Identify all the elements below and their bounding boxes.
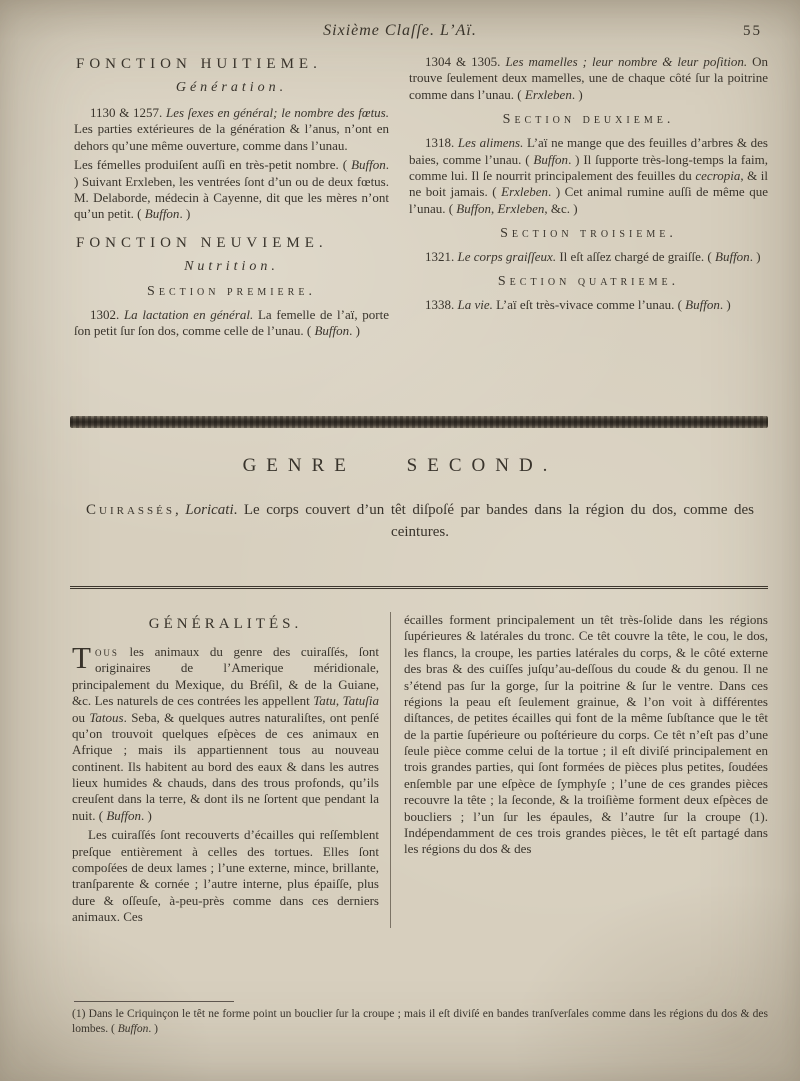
paragraph-tous-les-animaux	[72, 640, 380, 824]
section-troisieme-label: Section troisieme.	[500, 226, 677, 241]
paragraph-la-vie: 1338. La vie. L’aï eſt très-vivace comme l’unau. ( Buffon. )	[425, 297, 731, 313]
thin-divider-rule	[70, 586, 768, 590]
paragraph-mamelles: 1304 & 1305. Les mamelles ; leur nombre & leur poſition. On trouve ſeulement deux mamelles, une de chaque côté ſur la poitrine comme dans l’unau. ( Erxleben. )	[409, 54, 768, 102]
running-title: Sixième Claſſe. L’Aï.	[323, 22, 477, 39]
fonction-neuvieme-heading: FONCTION NEUVIEME.	[76, 234, 328, 251]
paragraph-alimens: 1318. Les alimens. L’aï ne mange que des feuilles d’arbres & des baies, comme l’unau. ( Buffon. ) Il ſupporte très-long-temps la faim, comme lui. Il ſe nourrit principalement des feuilles du cecropia, & il ne boit jamais. ( Erxleben. ) Cet animal rumine auſſi de même que l’unau. ( Buffon, Erxleben, &c. )	[409, 135, 769, 216]
paragraph-corps-graisseux: 1321. Le corps graiſſeux. Il eſt aſſez chargé de graiſſe. ( Buffon. )	[425, 249, 761, 264]
top-section	[74, 54, 768, 342]
bottom-left-column	[72, 612, 390, 928]
fonction-huitieme-heading: FONCTION HUITIEME.	[76, 56, 322, 72]
generalites-heading: GÉNÉRALITÉS.	[148, 616, 303, 632]
footnote-rule	[74, 1001, 234, 1002]
section-premiere-label: Section premiere.	[147, 283, 316, 299]
nutrition-subheading: Nutrition.	[184, 258, 279, 274]
paragraph-sexes: 1130 & 1257. Les ſexes en général; le nombre des fœtus. Les parties extérieures de la génération & l’anus, n’ont en dehors qu’une même ouverture, comme dans l’unau.	[74, 105, 389, 153]
page-number: 55	[743, 23, 762, 39]
bottom-right-column	[390, 612, 768, 928]
paragraph-ecailles-tortues: Les cuiraſſés ſont recouverts d’écailles qui reſſemblent preſque entièrement à celles des tortues. Elles ſont compoſées de deux lames ; l’une externe, mince, brillante, tranſparente & cornée ; l’autre interne, plus épaiſſe, plus dure & oſſeuſe, à-peu-près comme dans ces derniers animaux. Ces	[72, 827, 379, 924]
generation-subheading: Génération.	[175, 80, 288, 95]
genre-intro-paragraph: Cuirassés, Loricati. Le corps couvert d’un têt diſpoſé par bandes dans la région du dos, comme des ceintures.	[86, 502, 755, 540]
paragraph-tet-solide: écailles forment principalement un têt très-ſolide dans les régions ſupérieures & latérales du tronc. Ce têt couvre la tête, le cou, le dos, les flancs, la croupe, les parties latérales du corps, & le côté externe des bras & des cuiſſes juſqu’au-deſſous du coude & du genou. Il ne s’étend pas ſur la gorge, ſur la poitrine & ſur le ventre. Dans ces régions la peau eſt ſeulement grainue, & l’on voit à différentes diſtances, de petites écailles qui font de la même ſubſtance que le têt de la partie ſupérieure ou poſtérieure du corps. Ce têt n’eſt pas d’une ſeule pièce comme celui de la tortue ; il eſt diviſé principalement en trois grandes parties, qui ſont formées de pièces plus petites, ſoudées enſemble par une eſpèce de ſymphyſe ; l’une de ces grandes pièces recouvre la tête ; la ſeconde, & la troiſième forment deux eſpèces de boucliers ; l’un ſur les épaules, & l’autre ſur la croupe (1). Indépendamment de ces trois grandes pièces, le têt eſt partagé dans les régions du dos & des	[404, 612, 768, 857]
footnote-text: (1) Dans le Criquinçon le têt ne forme point un bouclier ſur la croupe ; mais il eſt diviſé en bandes tranſverſales comme dans les régions du dos & des lombes. ( Buffon. )	[72, 1008, 768, 1036]
section-quatrieme-label: Section quatrieme.	[497, 274, 680, 290]
top-left-column	[74, 54, 389, 342]
paragraph-femelles: Les fémelles produiſent auſſi en très-petit nombre. ( Buffon. ) Suivant Erxleben, les ventrées ſont d’un ou de deux fœtus. M. Delaborde, médecin à Cayenne, dit que les mères n’ont qu’un petit. ( Buffon. )	[74, 157, 389, 222]
paragraph-tous-body: ous les animaux du genre des cuiraſſés, ſont originaires de l’Amerique méridionale, principalement du Mexique, du Bréſil, & de la Guiane, &c. Les naturels de ces contrées les appellent Tatu, Tatuſia ou Tatous. Seba, & quelques autres naturaliſtes, ont penſé qu’on trouvoit quelques eſpèces de ces animaux en Afrique ; mais ils appartiennent tous au nouveau continent. Ils habitent au bord des eaux & dans les autres lieux humides & chauds, dans des trous profonds, qu’ils creuſent dans la terre, & dont ils ne ſortent que pendant la nuit. ( Buffon. )	[72, 644, 380, 823]
paragraph-lactation: 1302. La lactation en général. La femelle de l’aï, porte ſon petit ſur ſon dos, comme celle de l’unau. ( Buffon. )	[74, 306, 389, 338]
section-deuxieme-label: Section deuxieme.	[502, 112, 675, 128]
genre-second-title: GENRE SECOND.	[242, 455, 558, 476]
footnote-block	[72, 1001, 768, 1037]
top-right-column	[409, 54, 768, 342]
dropcap-letter: T	[72, 640, 91, 675]
generalites-section	[72, 612, 768, 928]
engraved-divider-band	[70, 416, 768, 428]
